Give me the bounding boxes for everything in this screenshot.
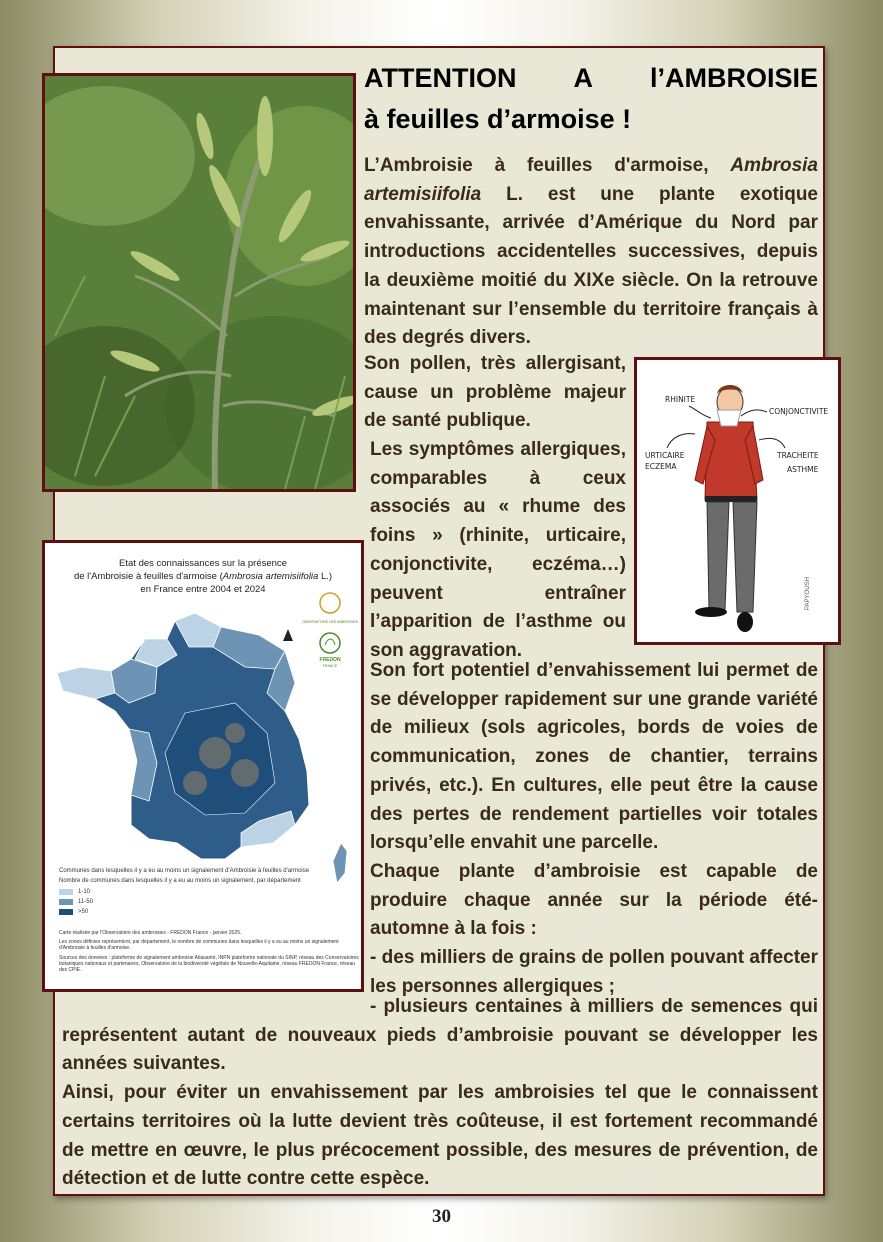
map-title-text: de l'Ambroisie à feuilles d'armoise (: [73, 571, 223, 582]
label-rhinite: RHINITE: [665, 395, 696, 404]
species-name: Ambrosia artemisiifolia: [364, 155, 818, 205]
legend-swatch: [59, 909, 73, 915]
invasion-block: [370, 657, 818, 1001]
label-eczema: ECZEMA: [645, 462, 677, 471]
legend-item: [59, 889, 90, 895]
map-title-line-1: Etat des connaissances sur la présence: [119, 558, 287, 569]
intro-text: L’Ambroisie à feuilles d'armoise,: [364, 155, 731, 176]
map-title-text-end: L.): [318, 571, 333, 582]
legend-item: [59, 899, 93, 905]
page-title: [364, 60, 818, 138]
artist-signature: PAPYOUSH: [805, 577, 811, 610]
map-title-line-3: en France entre 2004 et 2024: [140, 584, 266, 595]
label-urticaire: URTICAIRE: [645, 451, 685, 460]
intro-text-cont: L. est une plante exotique envahissante, arrivée d’Amérique du Nord par introductions accidentelles successives, depuis la deuxième moitié du XIXe siècle. On la retrouve maintenant sur l’ensemble du territoire français à des degrés divers.: [364, 183, 818, 349]
conclusion-text: Ainsi, pour éviter un envahissement par les ambroisies tel que le connaissent certains territoires où la lutte devient très coûteuse, il est fortement recommandé de mettre en œuvre, le plus précocement possible, des mesures de prévention, de détection et de lutte contre cette espèce.: [62, 1082, 818, 1190]
symptoms-paragraph: [364, 436, 626, 666]
legend-label: 1-10: [78, 889, 91, 895]
symptoms-text: Les symptômes allergiques, comparables à ceux associés au « rhume des foins » (rhinite, urticaire, conjonctivite, eczéma…) peuvent entraîner l’apparition de l’asthme ou son aggravation.: [370, 439, 626, 661]
legend-label: >50: [78, 909, 89, 915]
map-species: Ambrosia artemisiifolia: [222, 571, 319, 582]
title-line-2: à feuilles d’armoise !: [364, 104, 632, 134]
bullet-seeds: - plusieurs centaines à milliers de semences qui représentent autant de nouveaux pieds d’ambroisie pouvant se développer les années suivantes.: [62, 996, 818, 1075]
invasion-text: Son fort potentiel d’envahissement lui permet de se développer rapidement sur une grande variété de milieux (sols agricoles, bords de voies de communication, zones de chantier, terrains privés, etc.). En cultures, elle peut être la cause des pertes de rendement partielles voir totales lorsqu’elle envahit une parcelle.: [370, 660, 818, 854]
label-tracheite: TRACHEITE: [777, 451, 819, 460]
svg-text:FRANCE: FRANCE: [322, 664, 338, 668]
svg-text:OBSERVATOIRE DES AMBROISIES: OBSERVATOIRE DES AMBROISIES: [302, 620, 358, 624]
svg-text:FREDON: FREDON: [319, 657, 341, 663]
title-word: A: [573, 63, 593, 93]
production-text: Chaque plante d’ambroisie est capable de produire chaque année sur la période été-automne à la fois :: [370, 860, 818, 940]
map-sources: Sources des données : plateforme de signalement ambroisie Atlasanté, INPN plateforme nationale du SINP, réseau des Conservatoires botaniques nationaux et partenaires, Observatoire de la biodiversité végétale de Nouvelle-Aquitaine, réseau FREDON France, réseau des CPIE.: [59, 955, 359, 973]
legend-item: [59, 909, 88, 915]
legend-label: 11-50: [78, 899, 93, 905]
sneezing-man-drawing: [637, 360, 838, 642]
ambrosia-distribution-map: [42, 540, 364, 992]
france-map: [45, 543, 361, 989]
label-asthme: ASTHME: [787, 465, 819, 474]
bottom-block: [62, 993, 818, 1194]
pollen-text: Son pollen, très allergisant, cause un problème majeur de santé publique.: [364, 353, 626, 432]
legend-swatch: [59, 899, 73, 905]
page-number: 30: [432, 1206, 451, 1227]
map-legend-subtitle: Nombre de communes dans lesquelles il y a eu au moins un signalement, par département: [59, 878, 301, 884]
fredon-logo: [319, 633, 341, 668]
intro-paragraph: [364, 152, 818, 353]
ambrosia-plant-photo: [42, 73, 356, 492]
title-word: l’AMBROISIE: [649, 63, 818, 93]
map-credit: Carte réalisée par l'Observatoire des ambroisies - FREDON France - janvier 2025.: [59, 930, 242, 936]
observatoire-logo: [302, 593, 359, 624]
label-conjonctivite: CONJONCTIVITE: [769, 407, 829, 416]
symptoms-illustration: [634, 357, 841, 645]
legend-swatch: [59, 889, 73, 895]
pollen-paragraph: [364, 350, 626, 436]
north-arrow-icon: [283, 629, 293, 641]
map-legend-title: Communes dans lesquelles il y a eu au moins un signalement d'Ambroisie à feuilles d'armoise: [59, 868, 310, 874]
plant-illustration: [45, 76, 353, 489]
map-note: Les zones définies représentent, par département, le nombre de communes dans lesquelles il y a eu au moins un signalement d'Ambroisie à feuilles d'armoise.: [59, 939, 339, 951]
bullet-pollen: - des milliers de grains de pollen pouvant affecter les personnes allergiques ;: [370, 947, 818, 997]
title-word: ATTENTION: [364, 63, 517, 93]
